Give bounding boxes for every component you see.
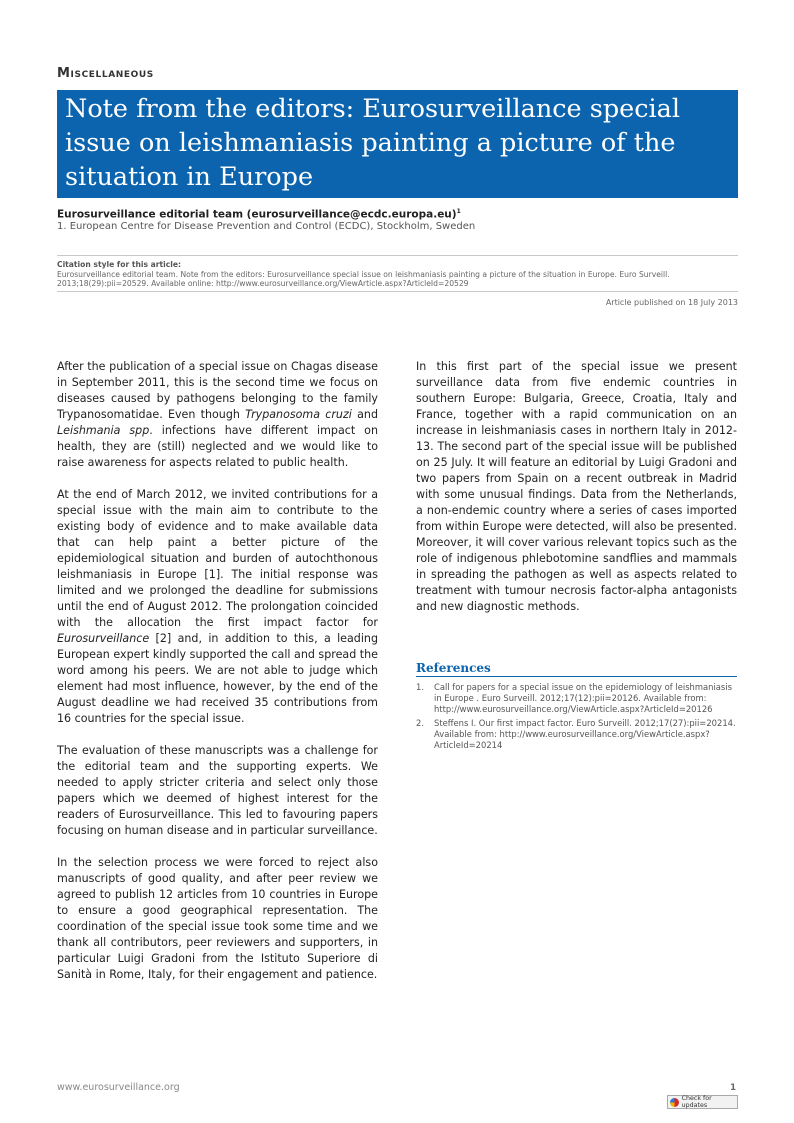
author-line (57, 208, 461, 221)
page-number: 1 (730, 1083, 736, 1093)
affiliation: 1. European Centre for Disease Prevention and Control (ECDC), Stockholm, Sweden (57, 221, 476, 232)
divider-top (57, 255, 738, 256)
paragraph-2: At the end of March 2012, we invited contributions for a special issue with the main aim to contribute to the existing body of evidence and to make available data that can help paint a better picture of the epidemiological situation and burden of autochthonous leishmaniasis in Europe [1]. The initial response was limited and we prolonged the deadline for submissions until the end of August 2012. The prolongation coincided with the allocation the first impact factor for Eurosurveillance [2] and, in addition to this, a leading European expert kindly supported the call and spread the word among his peers. We are not able to judge which element had most influence, however, by the end of the August deadline we had received 35 contributions from 16 countries for the special issue. (57, 488, 378, 725)
check-for-updates-button[interactable] (667, 1095, 738, 1109)
paragraph-4: In the selection process we were forced to reject also manuscripts of good quality, and after peer review we agreed to publish 12 articles from 10 countries in Europe to ensure a good geographical representation. The coordination of the special issue took some time and we thank all contributors, peer reviewers and supporters, in particular Luigi Gradoni from the Istituto Superiore di Sanità in Rome, Italy, for their engagement and patience. (57, 856, 378, 981)
divider-bottom (57, 291, 738, 292)
paragraph-1: After the publication of a special issue on Chagas disease in September 2011, this is the second time we focus on diseases caused by pathogens belonging to the family Trypanosomatidae. Even though Trypanosoma cruzi and Leishmania spp. infections have different impact on health, they are (still) neglected and we would like to raise awareness for aspects related to public health. (57, 360, 378, 469)
authors-text: Eurosurveillance editorial team (eurosurveillance@ecdc.europa.eu) (57, 208, 457, 221)
published-date: Article published on 18 July 2013 (605, 298, 738, 307)
reference-number: 2. (416, 718, 424, 729)
paragraph-3: The evaluation of these manuscripts was a challenge for the editorial team and the supporting experts. We needed to apply stricter criteria and select only those papers which we deemed of highest interest for the readers of Eurosurveillance. This led to favouring papers focusing on human disease and in particular surveillance. (57, 744, 378, 837)
reference-text[interactable]: Call for papers for a special issue on the epidemiology of leishmaniasis in Europe . Euro Surveill. 2012;17(12):pii=20126. Available from: http://www.eurosurveillance.org/ViewArticle.aspx?ArticleId=20126 (434, 682, 732, 714)
reference-text[interactable]: Steffens I. Our first impact factor. Euro Surveill. 2012;17(27):pii=20214. Available from: http://www.eurosurveillance.org/ViewArticle.aspx?ArticleId=20214 (434, 718, 736, 750)
reference-item (416, 718, 737, 750)
paragraph-5: In this first part of the special issue we present surveillance data from five endemic countries in southern Europe: Bulgaria, Greece, Croatia, Italy and France, together with a rapid communication on an increase in leishmaniasis cases in northern Italy in 2012-13. The second part of the special issue will be published on 25 July. It will feature an editorial by Luigi Gradoni and two papers from Spain on a recent outbreak in Madrid with some unusual findings. Data from the Netherlands, a non-endemic country where a series of cases imported from within Europe were detected, will also be presented. Moreover, it will cover various relevant topics such as the role of indigenous phlebotomine sandflies and mammals in spreading the pathogen as well as aspects related to treatment with tumour necrosis factor-alpha antagonists and new diagnostic methods. (416, 360, 737, 613)
italic-term: Trypanosoma cruzi (245, 408, 352, 421)
crossmark-icon (670, 1098, 679, 1107)
article-title: Note from the editors: Eurosurveillance special issue on leishmaniasis painting a picture of the situation in Europe (65, 94, 681, 192)
reference-number: 1. (416, 682, 424, 692)
body-column-left (57, 359, 378, 999)
section-label: Miscellaneous (57, 66, 154, 81)
references-list (416, 682, 737, 755)
italic-term: Eurosurveillance (57, 632, 150, 645)
citation-text: Eurosurveillance editorial team. Note from the editors: Eurosurveillance special issue on leishmaniasis painting a picture of the situation in Europe. Euro Surveill. 2013;18(29):pii=20529. Available online: http://www.eurosurveillance.org/ViewArticle.aspx?ArticleId=20529 (57, 269, 670, 288)
references-heading: References (416, 661, 737, 677)
reference-item (416, 682, 737, 714)
footer-url[interactable]: www.eurosurveillance.org (57, 1082, 180, 1093)
author-superscript: 1 (456, 208, 461, 215)
body-column-right (416, 359, 737, 631)
italic-term: Leishmania spp (57, 424, 150, 437)
citation-heading: Citation style for this article: (57, 260, 182, 269)
check-for-updates-label: Check for updates (681, 1095, 712, 1109)
citation-block (57, 260, 738, 289)
title-banner (57, 90, 738, 198)
